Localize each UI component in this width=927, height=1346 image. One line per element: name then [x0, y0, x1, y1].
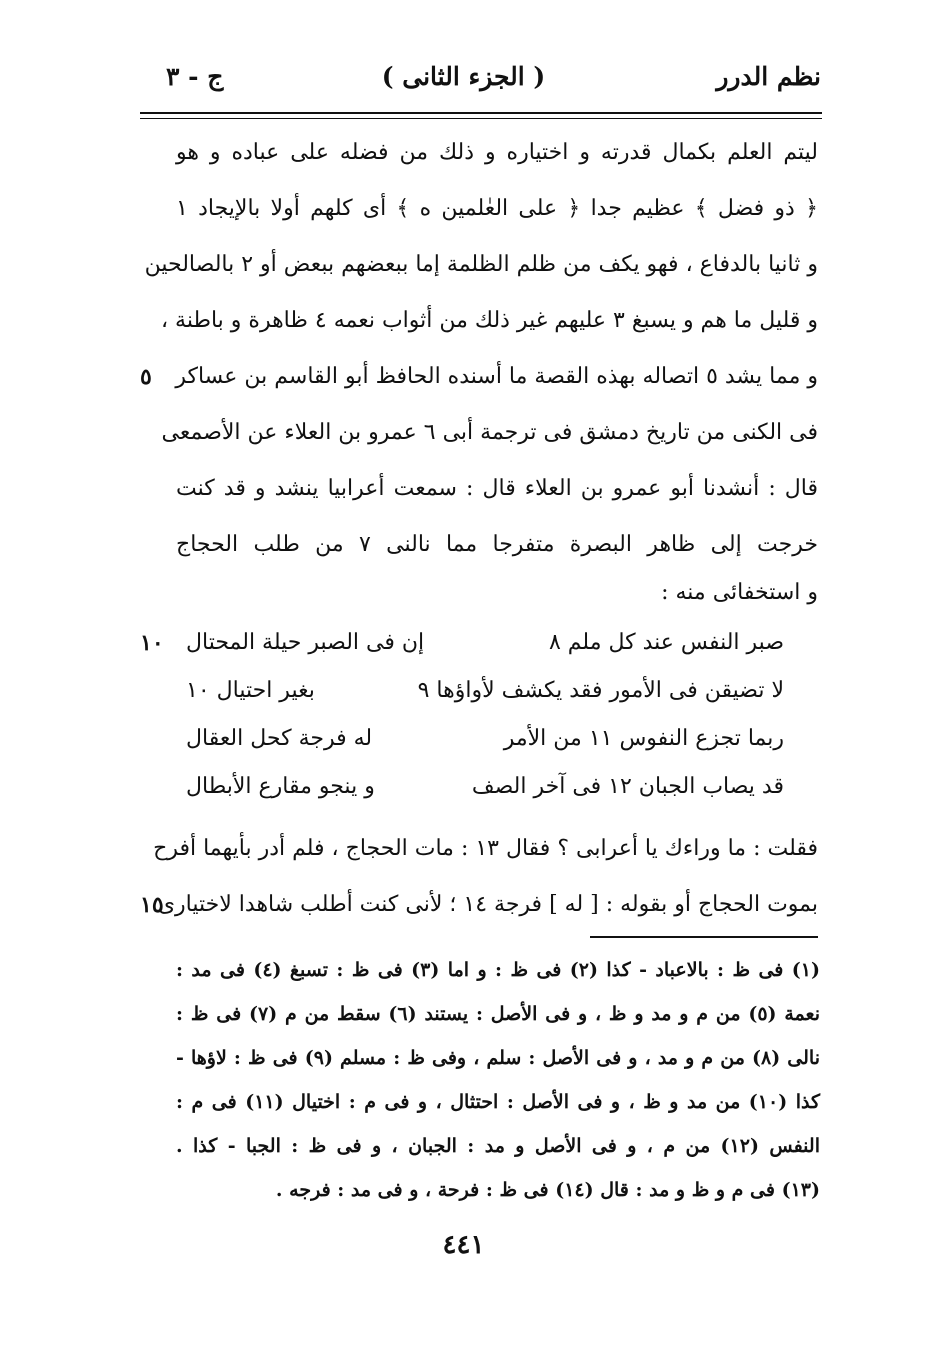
verse-second-hemistich: بغير احتيال ١٠ [186, 678, 315, 703]
verse-line [186, 620, 784, 666]
verse-first-hemistich: لا تضيقن فى الأمور فقد يكشف لأواؤها ٩ [417, 678, 784, 703]
footnote-line: نعمة (٥) من م و مد و ظ ، و فى الأصل : يستند (٦) سقط من م (٧) فى ظ : [176, 1003, 820, 1025]
body-line: و قليل ما هم و يسبغ ٣ عليهم غير ذلك من أثواب نعمه ٤ ظاهرة و باطنة ، [160, 308, 818, 333]
footnote-line: كذا (١٠) من مد و ظ ، و فى الأصل : احتثال ، و فى م : اختيال (١١) فى م : [176, 1091, 820, 1113]
page-number: ٤٤١ [442, 1230, 485, 1260]
body-line: خرجت إلى ظاهر البصرة متفرجا مما نالنى ٧ من طلب الحجاج [176, 532, 818, 557]
body-line: و ثانيا بالدفاع ، فهو يكف من ظلم الظلمة إما ببعضهم ببعض أو ٢ بالصالحين [144, 252, 818, 277]
body-line: فقلت : ما وراءك يا أعرابى ؟ فقال ١٣ : مات الحجاج ، فلم أدر بأيهما أفرح [153, 836, 818, 861]
body-line: و مما يشد ٥ اتصاله بهذه القصة ما أسنده الحافظ أبو القاسم بن عساكر [175, 364, 818, 389]
body-line: ليتم العلم بكمال قدرته و اختياره و ذلك من فضله على عباده و هو [176, 140, 818, 165]
footnote-separator [590, 936, 818, 938]
footnote-line: (١٣) فى م و ظ و مد : قال (١٤) فى ظ : فرحة ، و فى مد : فرجه . [275, 1179, 820, 1201]
verse-first-hemistich: قد يصاب الجبان ١٢ فى آخر الصف [471, 774, 784, 799]
verse-line [186, 716, 784, 762]
verse-second-hemistich: له فرجة كحل العقال [186, 726, 373, 751]
verse-second-hemistich: و ينجو مقارع الأبطال [186, 774, 375, 799]
line-number-5: ٥ [140, 364, 152, 390]
running-title: نظم الدرر [716, 62, 821, 91]
verse-first-hemistich: صبر النفس عند كل ملم ٨ [548, 630, 784, 655]
body-line: ﴿ ذو فضل ﴾ عظيم جدا ﴿ على العٰلمين ه ﴾ أى كلهم أولا بالإيجاد ١ [176, 196, 818, 221]
verse-second-hemistich: إن فى الصبر حيلة المحتال [186, 630, 425, 655]
body-line: بموت الحجاج أو بقوله : [ له ] فرجة ١٤ ؛ لأنى كنت أطلب شاهدا لاختيارى [157, 892, 818, 917]
footnote-line: النفس (١٢) من م ، و فى الأصل و مد : الجبان ، و فى ظ : الجبا - كذا . [176, 1135, 820, 1157]
verse-line [186, 668, 784, 714]
header-rule-thick [140, 112, 822, 114]
line-number-10: ١٠ [140, 630, 164, 656]
line-number-15: ١٥ [140, 892, 164, 918]
volume-label: ج - ٣ [166, 62, 224, 91]
verse-line [186, 764, 784, 810]
footnote-line: (١) فى ظ : بالاعباد - كذا (٢) فى ظ : و اما (٣) فى ظ : تسبغ (٤) فى مد : [176, 959, 821, 981]
header-rule-thin [140, 118, 822, 119]
body-line: فى الكنى من تاريخ دمشق فى ترجمة أبى ٦ عمرو بن العلاء عن الأصمعى [161, 420, 818, 445]
verse-first-hemistich: ربما تجزع النفوس ١١ من الأمر [503, 726, 784, 751]
body-line: قال : أنشدنا أبو عمرو بن العلاء قال : سمعت أعرابيا ينشد و قد كنت [176, 476, 818, 501]
footnote-line: نالى (٨) من م و مد ، و فى الأصل : سلم ، وفى ظ : مسلم (٩) فى ظ : لاؤها - [176, 1047, 820, 1069]
body-line: و استخفائى منه : [661, 580, 818, 605]
part-label: ( الجزء الثانى ) [381, 62, 546, 91]
